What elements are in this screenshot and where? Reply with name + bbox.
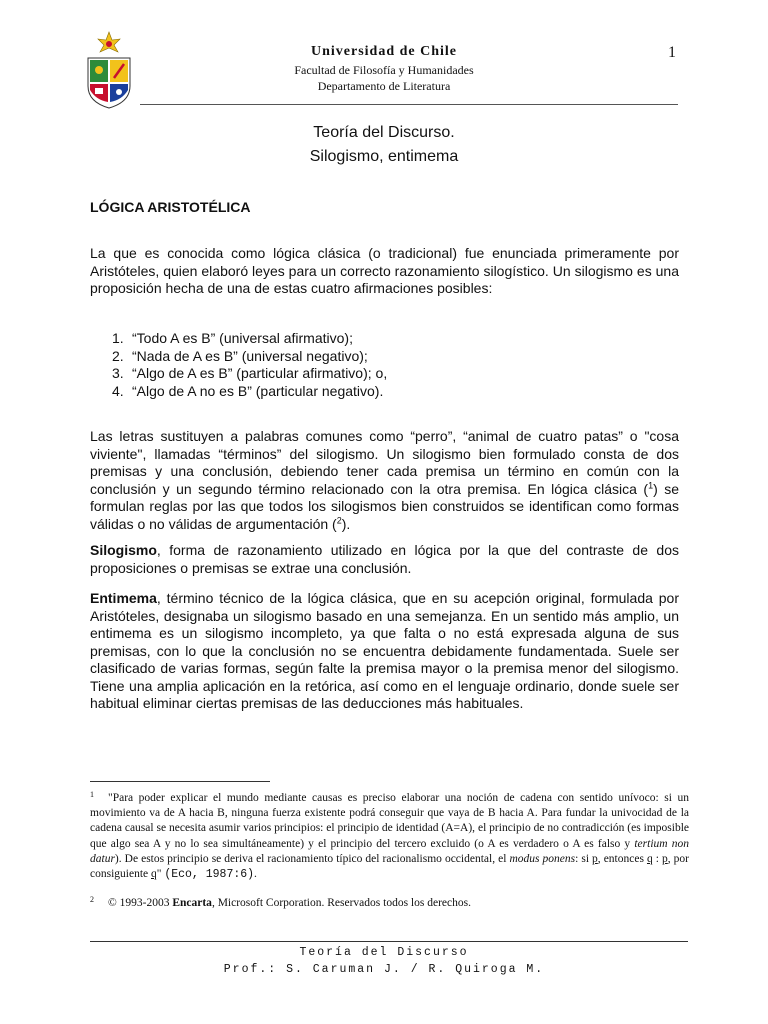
footnote-ref-2[interactable]: 2 bbox=[336, 514, 342, 525]
citation: (Eco, 1987:6) bbox=[164, 868, 255, 882]
proposition-list bbox=[90, 330, 387, 400]
footer-course: Teoría del Discurso bbox=[299, 946, 469, 959]
list-item: 3. “Algo de A es B” (particular afirmativo); o, bbox=[112, 365, 388, 381]
department-name: Departamento de Literatura bbox=[317, 79, 451, 93]
header-divider bbox=[140, 104, 678, 105]
page-number: 1 bbox=[668, 44, 676, 61]
university-name: Universidad de Chile bbox=[310, 44, 457, 59]
term-entimema: Entimema bbox=[90, 590, 157, 606]
footer-divider bbox=[90, 941, 688, 942]
footnote-divider bbox=[90, 781, 270, 782]
paragraph-intro: La que es conocida como lógica clásica (o tradicional) fue enunciada primeramente por Aristóteles, quien elaboró leyes para un correcto razonamiento silogístico. Un silogismo es una proposición hecha de una de estas cuatro afirmaciones posibles: bbox=[90, 245, 679, 296]
footnote-2: $^2$ © 1993-2003 Encarta, Microsoft Corporation. Reservados todos los derechos. bbox=[90, 895, 471, 909]
section-heading: LÓGICA ARISTOTÉLICA bbox=[90, 199, 251, 215]
footnote-1: $^1$ "Para poder explicar el mundo mediante causas es preciso elaborar una noción de cadena con sentido unívoco: si un movimiento va de A hacia B, ninguna fuerza existente podrá conseguir que vaya de B hacia A. Para fundar la univocidad de la cadena causal se necesita asumir varios principios: el principio de identidad (A=A), el principio de no contradicción (es imposible que algo sea A y no lo sea simultáneamente) y el principio del tercero excluido (o A es verdadero o A es falso y tertium non datur). De estos principio se deriva el racionamiento típico del racionalismo occidental, el modus ponens: si p, entonces q : p, por consiguiente q" (Eco, 1987:6). bbox=[90, 790, 689, 882]
document-subtitle: Silogismo, entimema bbox=[309, 148, 459, 165]
list-item: 4. “Algo de A no es B” (particular negativo). bbox=[112, 382, 384, 399]
faculty-name: Facultad de Filosofía y Humanidades bbox=[294, 63, 474, 77]
footnote-ref-1[interactable]: 1 bbox=[648, 479, 654, 490]
document-title: Teoría del Discurso. bbox=[313, 124, 455, 141]
list-item: 1. “Todo A es B” (universal afirmativo); bbox=[112, 330, 353, 346]
footer-professors: Prof.: S. Caruman J. / R. Quiroga M. bbox=[223, 963, 545, 976]
paragraph-terms: Las letras sustituyen a palabras comunes como “perro”, “animal de cuatro patas” o "cosa viviente", llamadas “términos” del silogismo. Un silogismo bien formulado consta de dos premisas y una conclusión, debiendo tener cada premisa un término en común con la conclusión y un segundo término relacionado con la otra premisa. En lógica clásica ($^1$) se formulan reglas por las que todos los silogismos bien construidos se identifican como formas válidas o no válidas de argumentación ($^2$). bbox=[90, 428, 679, 532]
paragraph-entimema: Entimema, término técnico de la lógica clásica, que en su acepción original, formulada por Aristóteles, designaba un silogismo basado en una semejanza. En un sentido más amplio, un entimema es un silogismo incompleto, ya que falta o no está expresada alguna de sus premisas, con lo que la conclusión no se encuentra debidamente fundamentada. Suele ser clasificado de varias formas, según falte la premisa mayor o la premisa menor del silogismo. Tiene una amplia aplicación en la retórica, así como en el lenguaje ordinario, donde suele ser habitual eliminar ciertas premisas de las deducciones más habituales. bbox=[90, 590, 679, 711]
list-item: 2. “Nada de A es B” (universal negativo); bbox=[112, 347, 368, 364]
paragraph-silogismo: Silogismo, forma de razonamiento utilizado en lógica por la que del contraste de dos proposiciones o premisas se extrae una conclusión. bbox=[90, 542, 679, 576]
term-silogismo: Silogismo bbox=[90, 542, 157, 558]
